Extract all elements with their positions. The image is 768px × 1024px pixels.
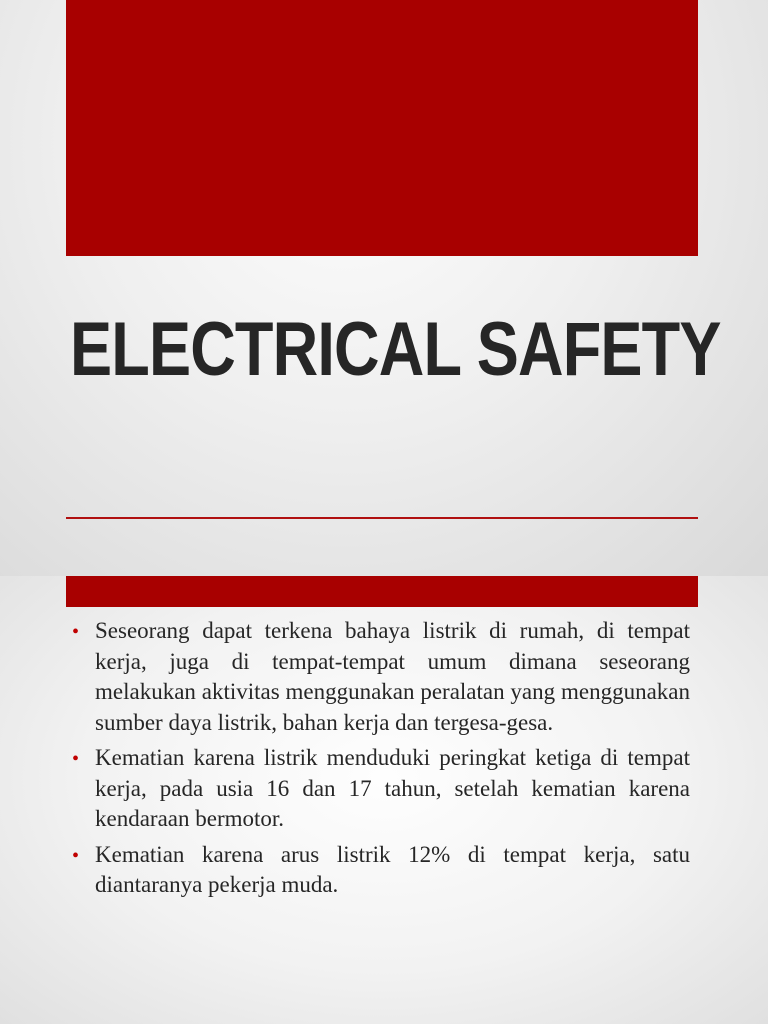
content-red-band: [66, 576, 698, 607]
title-divider: [66, 517, 698, 519]
bullet-item-3: [72, 840, 690, 901]
bullet-text-1: Seseorang dapat terkena bahaya listrik di rumah, di tempat kerja, juga di tempat-tempat umum dimana seseorang melakukan aktivitas menggunakan peralatan yang menggunakan sumber daya listrik, bahan kerja dan tergesa-gesa.: [95, 618, 690, 735]
slide-title: ELECTRICAL SAFETY: [70, 307, 721, 392]
bullet-dot-icon: •: [72, 748, 80, 770]
bullet-text-2: Kematian karena listrik menduduki peringkat ketiga di tempat kerja, pada usia 16 dan 17 tahun, setelah kematian karena kendaraan bermotor.: [95, 745, 690, 831]
title-red-block: [66, 0, 698, 256]
bullet-list: [72, 616, 690, 906]
bullet-text-3: Kematian karena arus listrik 12% di tempat kerja, satu diantaranya pekerja muda.: [95, 841, 690, 897]
bullet-dot-icon: •: [72, 844, 80, 867]
bullet-dot-icon: •: [72, 621, 80, 643]
bullet-item-2: [72, 743, 690, 835]
bullet-item-1: [72, 616, 690, 738]
content-slide: [0, 576, 768, 1024]
